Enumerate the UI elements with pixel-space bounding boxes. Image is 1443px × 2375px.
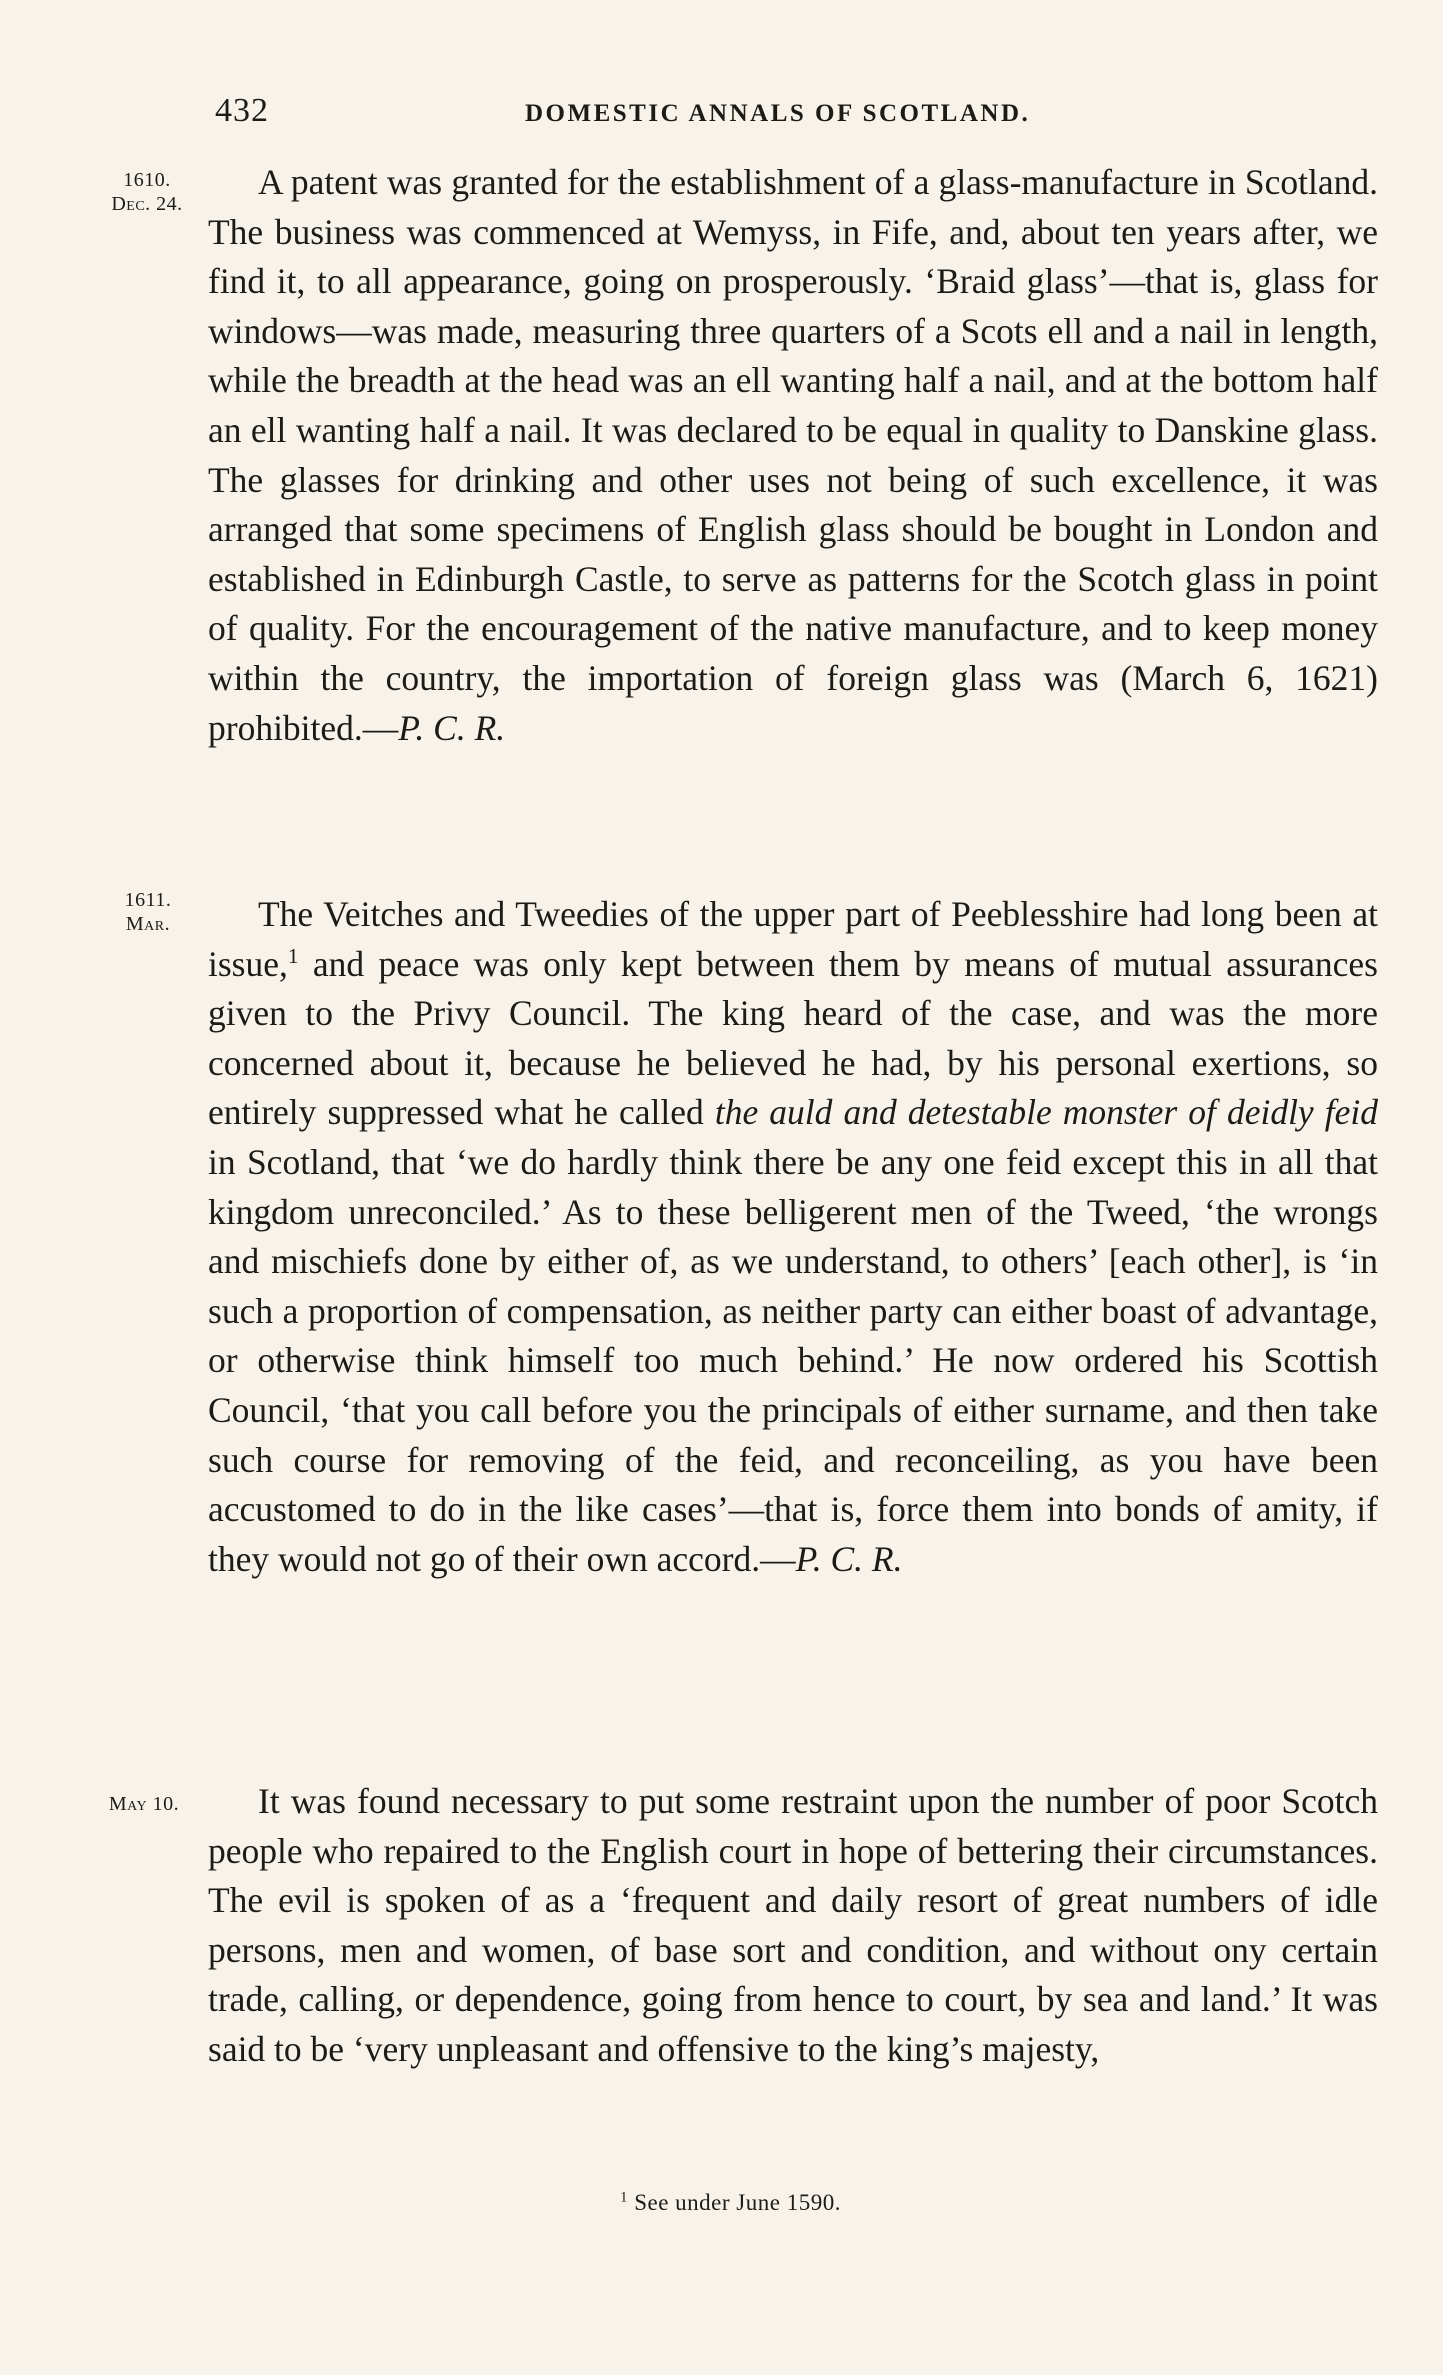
footnote-text: See under June 1590. bbox=[627, 2190, 841, 2215]
margin-date-may-10 bbox=[84, 1792, 204, 1816]
margin-date-1611 bbox=[108, 888, 188, 936]
entry-scotch-at-english-court bbox=[208, 1777, 1378, 2075]
footnote-reference[interactable]: 1 bbox=[287, 943, 299, 968]
footnote bbox=[620, 2190, 841, 2216]
italic-phrase: the auld and detestable monster of deidly feid bbox=[714, 1092, 1378, 1133]
margin-date-year: 1610. bbox=[123, 169, 171, 191]
margin-date-day: Dec. 24. bbox=[111, 193, 183, 215]
entry-text: A patent was granted for the establishment of a glass-manufacture in Scotland. The business was commenced at Wemyss, in Fife, and, about ten years after, we find it, to all appearance, going on prosperously. ‘Braid glass’—that is, glass for windows—was made, measuring three quarters of a Scots ell and a nail in length, while the breadth at the head was an ell wanting half a nail, and at the bottom half an ell wanting half a nail. It was declared to be equal in quality to Danskine glass. The glasses for drinking and other uses not being of such excellence, it was arranged that some specimens of English glass should be bought in London and established in Edinburgh Castle, to serve as patterns for the Scotch glass in point of quality. For the encouragement of the native manufacture, and to keep money within the country, the importation of foreign glass was (March 6, 1621) prohibited.— bbox=[208, 162, 1378, 748]
margin-date-month: Mar. bbox=[125, 913, 171, 935]
page-number: 432 bbox=[215, 92, 269, 129]
entry-paragraph bbox=[208, 158, 1378, 753]
running-title: DOMESTIC ANNALS OF SCOTLAND. bbox=[525, 100, 1031, 127]
entry-paragraph bbox=[208, 890, 1378, 1584]
source-citation: P. C. R. bbox=[795, 1538, 903, 1579]
entry-glass-manufacture bbox=[208, 158, 1378, 753]
entry-text-part-a: The Veitches and Tweedies of the upper part of Peeblesshire had long been at issue, bbox=[208, 894, 1378, 984]
entry-paragraph bbox=[208, 1777, 1378, 2075]
margin-date-day: May 10. bbox=[108, 1793, 180, 1815]
entry-text: It was found necessary to put some restraint upon the number of poor Scotch people who repaired to the English court in hope of bettering their circumstances. The evil is spoken of as a ‘frequent and daily resort of great numbers of idle persons, men and women, of base sort and condition, and without ony certain trade, calling, or dependence, going from hence to court, by sea and land.’ It was said to be ‘very unpleasant and offensive to the king’s majesty, bbox=[208, 1781, 1378, 2069]
entry-veitches-tweedies bbox=[208, 890, 1378, 1584]
footnote-marker: 1 bbox=[620, 2189, 628, 2206]
entry-text-part-b: and peace was only kept between them by means of mutual assurances given to the Privy Council. The king heard of the case, and was the more concerned about it, because he believed he had, by his personal exertions, so entirely suppressed what he called bbox=[208, 943, 1378, 1133]
margin-date-year: 1611. bbox=[124, 889, 172, 911]
margin-date-1610 bbox=[92, 168, 202, 216]
running-head bbox=[205, 92, 1365, 132]
entry-text-part-c: in Scotland, that ‘we do hardly think there be any one feid except this in all that kingdom unreconciled.’ As to these belligerent men of the Tweed, ‘the wrongs and mischiefs done by either of, as we understand, to others’ [each other], is ‘in such a proportion of compensation, as neither party can either boast of advantage, or otherwise think himself too much behind.’ He now ordered his Scottish Council, ‘that you call before you the principals of either surname, and then take such course for removing of the feid, and reconceiling, as you have been accustomed to do in the like cases’—that is, force them into bonds of amity, if they would not go of their own accord.— bbox=[208, 1141, 1378, 1579]
source-citation: P. C. R. bbox=[398, 707, 506, 748]
